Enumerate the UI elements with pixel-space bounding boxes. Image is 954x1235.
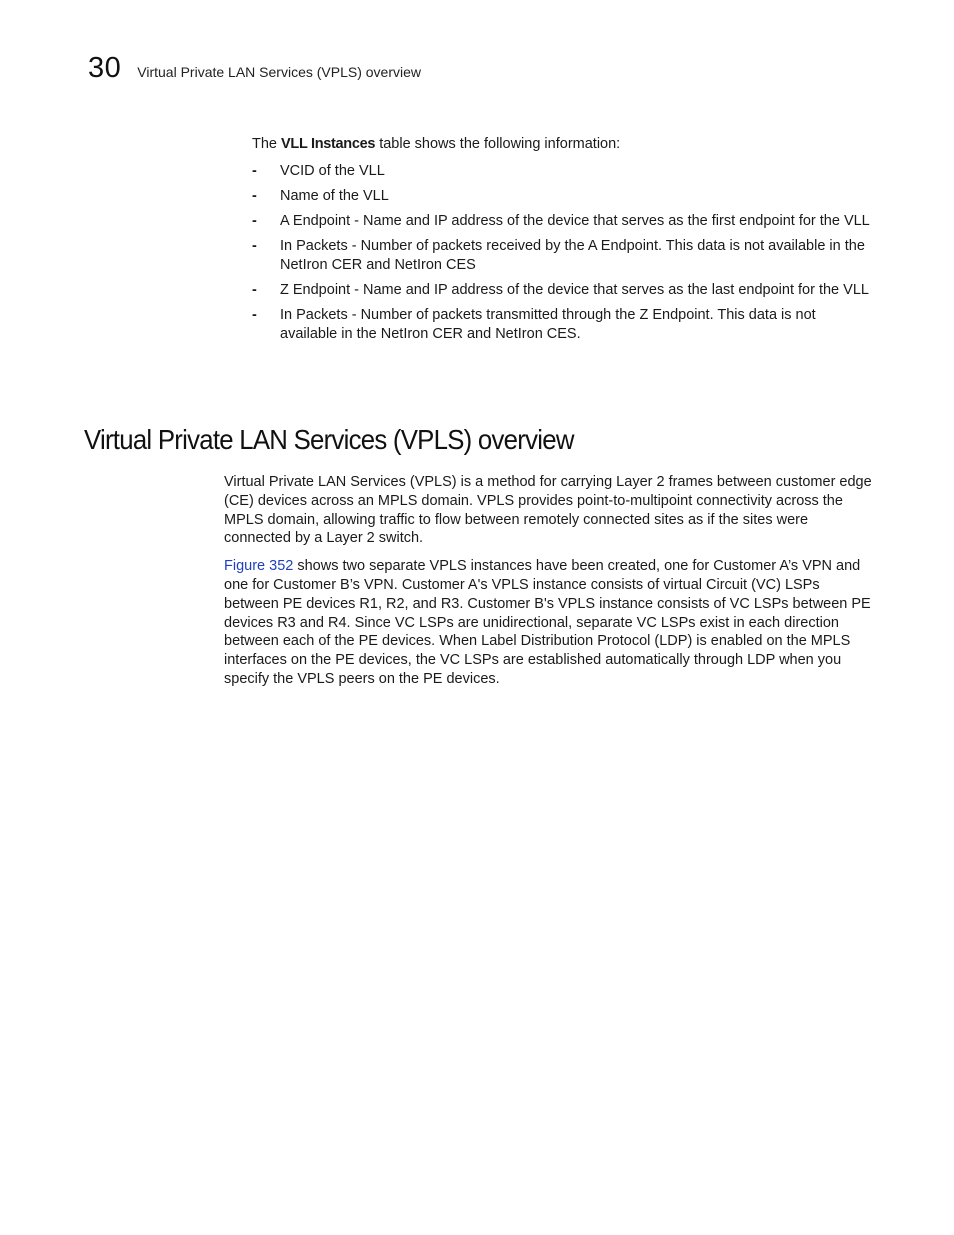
bullet-dash: - [252,282,257,298]
list-item-text: A Endpoint - Name and IP address of the device that serves as the first endpoint for the VLL [280,213,870,229]
vll-instances-description [252,135,872,350]
paragraph-figure-description [224,557,872,689]
page-header [88,52,421,85]
list-item [252,162,872,181]
running-title: Virtual Private LAN Services (VPLS) overview [137,64,421,80]
list-item [252,237,872,275]
list-item-text: VCID of the VLL [280,163,385,179]
chapter-number: 30 [88,52,122,84]
bullet-dash: - [252,163,257,179]
bullet-dash: - [252,307,257,323]
paragraph-vpls-definition: Virtual Private LAN Services (VPLS) is a method for carrying Layer 2 frames between customer edge (CE) devices across an MPLS domain. VPLS provides point-to-multipoint connectivity across the MPLS domain, allowing traffic to flow between remotely connected sites as if the sites were connected by a Layer 2 switch. [224,474,872,547]
list-item-text: Z Endpoint - Name and IP address of the device that serves as the last endpoint for the VLL [280,282,869,298]
intro-prefix: The [252,136,282,152]
list-item [252,212,872,231]
bullet-dash: - [252,213,257,229]
info-list [252,162,872,344]
bullet-dash: - [252,238,257,254]
list-item [252,281,872,300]
list-item [252,187,872,206]
section-body [224,473,872,698]
list-item [252,306,872,344]
intro-sentence [252,135,872,154]
table-name: VLL Instances [281,136,376,152]
bullet-dash: - [252,188,257,204]
list-item-text: In Packets - Number of packets received by the A Endpoint. This data is not available in the NetIron CER and NetIron CES [280,238,865,273]
figure-352-link[interactable]: Figure 352 [224,558,294,575]
list-item-text: Name of the VLL [280,188,389,204]
paragraph-figure-text: shows two separate VPLS instances have been created, one for Customer A’s VPN and one for Customer B’s VPN. Customer A's VPLS instance consists of virtual Circuit (VC) LSPs between PE devices R1, R2, and R3. Customer B's VPLS instance consists of VC LSPs between PE devices R3 and R4. Since VC LSPs are unidirectional, separate VC LSPs exist in each direction between each of the PE devices. When Label Distribution Protocol (LDP) is enabled on the MPLS interfaces on the PE devices, the VC LSPs are established automatically through LDP when you specify the VPLS peers on the PE devices. [224,558,871,687]
section-heading: Virtual Private LAN Services (VPLS) overview [84,424,574,455]
intro-suffix: table shows the following information: [375,136,621,152]
list-item-text: In Packets - Number of packets transmitted through the Z Endpoint. This data is not available in the NetIron CER and NetIron CES. [280,307,816,342]
